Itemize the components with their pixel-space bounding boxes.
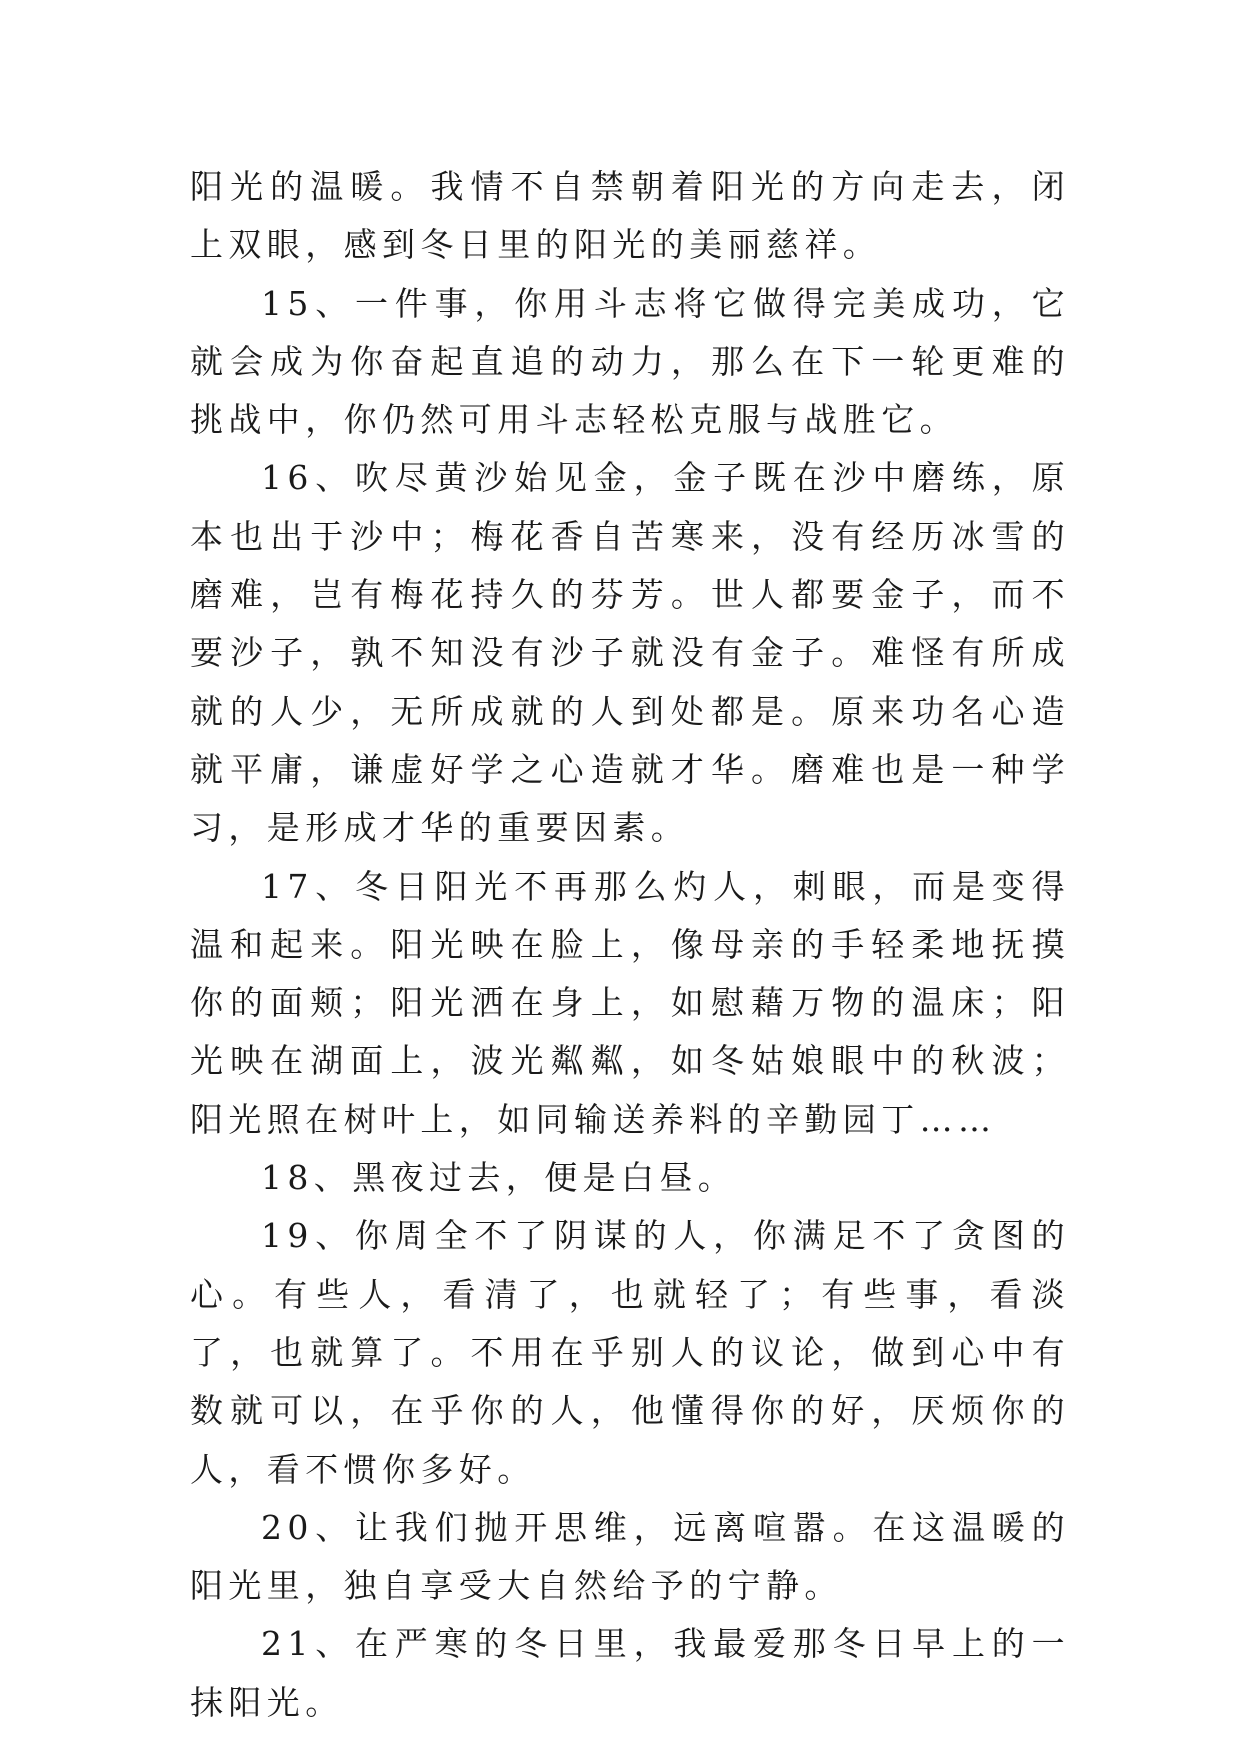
paragraph-18: 18、黑夜过去，便是白昼。 bbox=[261, 1158, 737, 1198]
paragraph-21: 21、在严寒的冬日里，我最爱那冬日早上的一抹阳光。 bbox=[190, 1624, 1070, 1722]
paragraph-15: 15、一件事，你用斗志将它做得完美成功，它就会成为你奋起直追的动力，那么在下一轮更难的挑战中，你仍然可用斗志轻松克服与战胜它。 bbox=[190, 283, 1070, 440]
paragraph-continued: 阳光的温暖。我情不自禁朝着阳光的方向走去，闭上双眼，感到冬日里的阳光的美丽慈祥。 bbox=[190, 167, 1070, 265]
document-body bbox=[190, 158, 1070, 1732]
paragraph-16: 16、吹尽黄沙始见金，金子既在沙中磨练，原本也出于沙中；梅花香自苦寒来，没有经历冰雪的磨难，岂有梅花持久的芬芳。世人都要金子，而不要沙子，孰不知没有沙子就没有金子。难怪有所成就的人少，无所成就的人到处都是。原来功名心造就平庸，谦虚好学之心造就才华。磨难也是一种学习，是形成才华的重要因素。 bbox=[190, 458, 1070, 848]
paragraph-20: 20、让我们抛开思维，远离喧嚣。在这温暖的阳光里，独自享受大自然给予的宁静。 bbox=[190, 1507, 1070, 1606]
paragraph-17: 17、冬日阳光不再那么灼人，刺眼，而是变得温和起来。阳光映在脸上，像母亲的手轻柔地抚摸你的面颊；阳光洒在身上，如慰藉万物的温床；阳光映在湖面上，波光粼粼，如冬姑娘眼中的秋波；阳光照在树叶上，如同输送养料的辛勤园丁…… bbox=[190, 866, 1070, 1139]
paragraph-19: 19、你周全不了阴谋的人，你满足不了贪图的心。有些人，看清了，也就轻了；有些事，看淡了，也就算了。不用在乎别人的议论，做到心中有数就可以，在乎你的人，他懂得你的好，厌烦你的人，看不惯你多好。 bbox=[190, 1216, 1070, 1489]
